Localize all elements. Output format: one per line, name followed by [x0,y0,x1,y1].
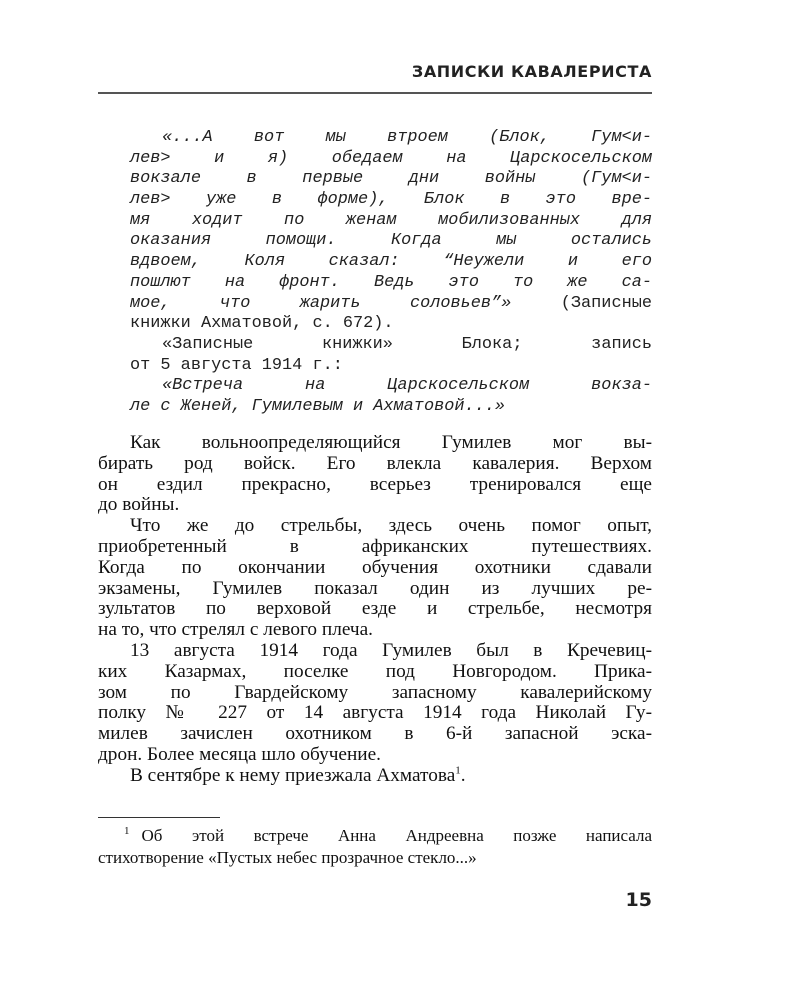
footnote-rule [98,817,220,818]
footnote-line: стихотворение «Пустых небес прозрачное стекло...» [98,847,477,867]
body-line: на то, что стрелял с левого плеча. [98,619,373,641]
body-line-final [130,766,652,787]
body-line: зом по Гвардейскому запасному кавалерийскому [98,681,652,703]
body-line: он ездил прекрасно, всерьез тренировался еще [98,473,652,495]
body-line: Что же до стрельбы, здесь очень помог опыт, [130,515,652,537]
body-text [98,432,652,787]
page-number: 15 [625,889,652,911]
quote-line: книжки Ахматовой, с. 672). [130,314,394,334]
body-line: до войны. [98,494,180,516]
footnote [98,825,652,868]
header-rule [98,92,652,94]
quote-line: мя ходит по женам мобилизованных для [130,210,652,230]
body-line: В сентябре к нему приезжала Ахматова [130,764,456,786]
footnote-line [98,825,652,847]
body-line: бирать род войск. Его влекла кавалерия. Верхом [98,452,652,474]
quote-line-mixed [130,294,652,315]
body-line: приобретенный в африканских путешествиях. [98,535,652,557]
final-period: . [460,764,466,786]
quote-line: оказания помощи. Когда мы остались [130,231,652,251]
running-head: ЗАПИСКИ КАВАЛЕРИСТА [411,62,652,81]
quote-block [130,128,652,418]
footnote-text: Об этой встрече Анна Андреевна позже написала [141,826,652,845]
quote-line: «Записные книжки» Блока; запись [162,334,652,354]
quote-line: «Встреча на Царскосельском вокза- [162,376,652,396]
body-line: милев зачислен охотником в 6-й запасной эска- [98,723,652,745]
quote-line: пошлют на фронт. Ведь это то же са- [130,272,652,292]
footnote-mark: 1 [124,825,130,838]
quote-line: вдвоем, Коля сказал: “Неужели и его [130,252,652,272]
quote-line: мое, что жарить соловьев”» [130,293,512,313]
body-line: Когда по окончании обучения охотники сдавали [98,556,652,578]
quote-line: ле с Женей, Гумилевым и Ахматовой...» [130,396,506,416]
body-line: полку № 227 от 14 августа 1914 года Николай Гу- [98,702,652,724]
body-line: Как вольноопределяющийся Гумилев мог вы- [130,432,652,453]
footnote-reference[interactable]: 1 [455,764,461,777]
body-line: ких Казармах, поселке под Новгородом. Прика- [98,660,652,682]
citation-tail: (Записные [511,293,652,313]
quote-line: лев> и я) обедаем на Царскосельском [130,148,652,168]
body-line: экзамены, Гумилев показал один из лучших ре- [98,577,652,599]
quote-line: от 5 августа 1914 г.: [130,355,343,375]
body-line: дрон. Более месяца шло обучение. [98,743,381,765]
quote-line: лев> уже в форме), Блок в это вре- [130,190,652,210]
body-line: зультатов по верховой езде и стрельбе, несмотря [98,598,652,620]
quote-line: вокзале в первые дни войны (Гум<и- [130,169,652,189]
body-line: 13 августа 1914 года Гумилев был в Кречевиц- [130,639,652,661]
quote-line: «...А вот мы втроем (Блок, Гум<и- [162,128,652,147]
